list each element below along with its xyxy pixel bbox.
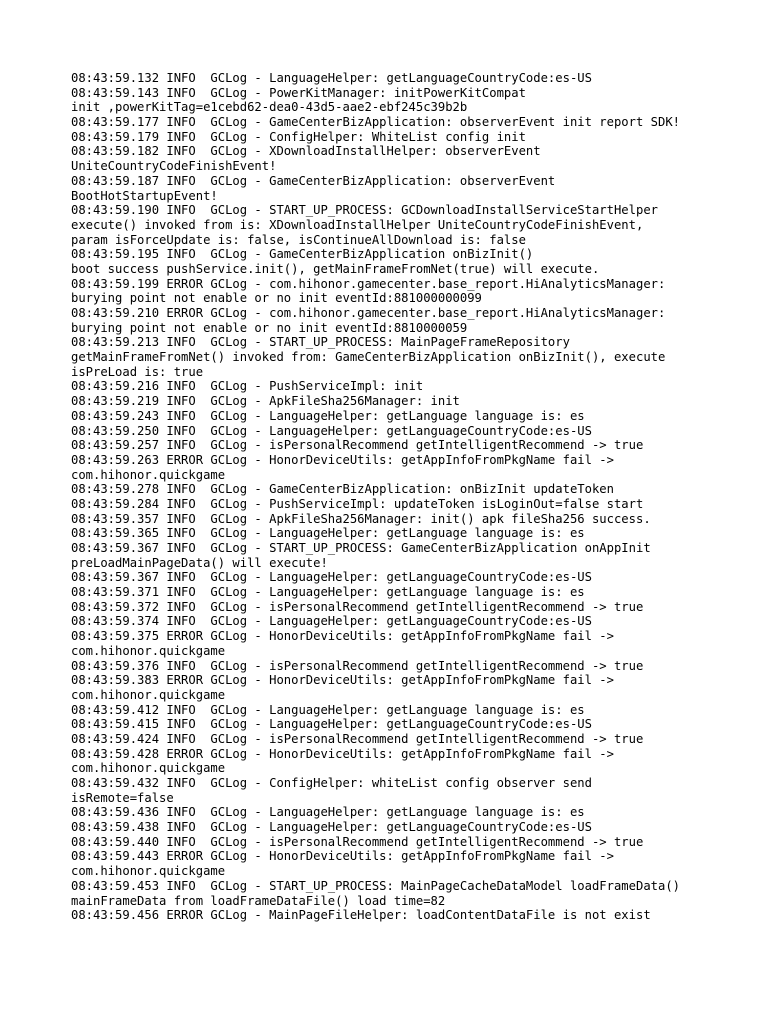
log-line: 08:43:59.432 INFO GCLog - ConfigHelper: whiteList config observer send	[71, 776, 592, 790]
log-line: 08:43:59.428 ERROR GCLog - HonorDeviceUtils: getAppInfoFromPkgName fail ->	[71, 746, 614, 761]
log-line: 08:43:59.436 INFO GCLog - LanguageHelper: getLanguage language is: es	[71, 805, 585, 820]
log-line: 08:43:59.375 ERROR GCLog - HonorDeviceUtils: getAppInfoFromPkgName fail ->	[71, 629, 614, 644]
log-line: 08:43:59.195 INFO GCLog - GameCenterBizApplication onBizInit()	[71, 247, 534, 262]
log-line: 08:43:59.182 INFO GCLog - XDownloadInstallHelper: observerEvent	[71, 144, 541, 159]
log-line: 08:43:59.440 INFO GCLog - isPersonalRecommend getIntelligentRecommend -> true	[71, 834, 644, 849]
log-line: 08:43:59.367 INFO GCLog - LanguageHelper: getLanguageCountryCode:es-US	[71, 570, 592, 585]
log-line: 08:43:59.443 ERROR GCLog - HonorDeviceUtils: getAppInfoFromPkgName fail ->	[71, 849, 614, 864]
log-line: 08:43:59.199 ERROR GCLog - com.hihonor.gamecenter.base_report.HiAnalyticsManager:	[71, 276, 666, 291]
log-line: 08:43:59.371 INFO GCLog - LanguageHelper: getLanguage language is: es	[71, 585, 585, 600]
log-lines	[71, 71, 731, 923]
log-line: 08:43:59.415 INFO GCLog - LanguageHelper: getLanguageCountryCode:es-US	[71, 717, 592, 732]
log-document	[71, 71, 731, 923]
log-line: 08:43:59.143 INFO GCLog - PowerKitManager: initPowerKitCompat	[71, 85, 526, 100]
log-line: isRemote=false	[71, 790, 174, 805]
log-line: isPreLoad is: true	[71, 364, 204, 379]
log-line: 08:43:59.374 INFO GCLog - LanguageHelper: getLanguageCountryCode:es-US	[71, 614, 592, 629]
log-line: 08:43:59.132 INFO GCLog - LanguageHelper: getLanguageCountryCode:es-US	[71, 71, 592, 85]
log-line: 08:43:59.365 INFO GCLog - LanguageHelper: getLanguage language is: es	[71, 526, 585, 541]
log-line: 08:43:59.257 INFO GCLog - isPersonalRecommend getIntelligentRecommend -> true	[71, 438, 644, 453]
log-line: 08:43:59.179 INFO GCLog - ConfigHelper: WhiteList config init	[71, 129, 526, 144]
log-line: com.hihonor.quickgame	[71, 467, 226, 482]
log-line: 08:43:59.177 INFO GCLog - GameCenterBizApplication: observerEvent init report SDK!	[71, 115, 681, 130]
log-line: 08:43:59.284 INFO GCLog - PushServiceImpl: updateToken isLoginOut=false start	[71, 496, 644, 511]
log-line: UniteCountryCodeFinishEvent!	[71, 159, 277, 174]
log-line: param isForceUpdate is: false, isContinueAllDownload is: false	[71, 232, 526, 247]
log-line: 08:43:59.187 INFO GCLog - GameCenterBizApplication: observerEvent	[71, 173, 556, 188]
log-line: burying point not enable or no init eventId:8810000059	[71, 320, 468, 335]
log-line: 08:43:59.278 INFO GCLog - GameCenterBizApplication: onBizInit updateToken	[71, 482, 614, 497]
log-line: init ,powerKitTag=e1cebd62-dea0-43d5-aae2-ebf245c39b2b	[71, 100, 468, 115]
log-line: getMainFrameFromNet() invoked from: GameCenterBizApplication onBizInit(), execute	[71, 350, 666, 365]
log-line: 08:43:59.263 ERROR GCLog - HonorDeviceUtils: getAppInfoFromPkgName fail ->	[71, 452, 614, 467]
log-line: 08:43:59.438 INFO GCLog - LanguageHelper: getLanguageCountryCode:es-US	[71, 820, 592, 835]
log-line: 08:43:59.213 INFO GCLog - START_UP_PROCESS: MainPageFrameRepository	[71, 335, 570, 350]
log-line: 08:43:59.372 INFO GCLog - isPersonalRecommend getIntelligentRecommend -> true	[71, 599, 644, 614]
log-line: 08:43:59.216 INFO GCLog - PushServiceImpl: init	[71, 379, 424, 394]
log-line: 08:43:59.383 ERROR GCLog - HonorDeviceUtils: getAppInfoFromPkgName fail ->	[71, 673, 614, 688]
log-line: 08:43:59.219 INFO GCLog - ApkFileSha256Manager: init	[71, 394, 460, 409]
log-line: 08:43:59.210 ERROR GCLog - com.hihonor.gamecenter.base_report.HiAnalyticsManager:	[71, 306, 666, 320]
log-line: 08:43:59.243 INFO GCLog - LanguageHelper: getLanguage language is: es	[71, 408, 585, 423]
log-line: com.hihonor.quickgame	[71, 761, 226, 776]
log-line: 08:43:59.453 INFO GCLog - START_UP_PROCESS: MainPageCacheDataModel loadFrameData()	[71, 878, 681, 893]
log-line: 08:43:59.376 INFO GCLog - isPersonalRecommend getIntelligentRecommend -> true	[71, 658, 644, 673]
log-line: burying point not enable or no init eventId:881000000099	[71, 291, 482, 306]
log-line: mainFrameData from loadFrameDataFile() load time=82	[71, 893, 446, 908]
log-line: BootHotStartupEvent!	[71, 188, 218, 203]
log-line: 08:43:59.357 INFO GCLog - ApkFileSha256Manager: init() apk fileSha256 success.	[71, 511, 651, 526]
log-line: 08:43:59.367 INFO GCLog - START_UP_PROCESS: GameCenterBizApplication onAppInit	[71, 541, 651, 555]
log-line: execute() invoked from is: XDownloadInstallHelper UniteCountryCodeFinishEvent,	[71, 217, 644, 232]
log-line: com.hihonor.quickgame	[71, 864, 226, 879]
log-line: com.hihonor.quickgame	[71, 643, 226, 658]
log-line: 08:43:59.250 INFO GCLog - LanguageHelper: getLanguageCountryCode:es-US	[71, 423, 592, 438]
log-line: 08:43:59.412 INFO GCLog - LanguageHelper: getLanguage language is: es	[71, 702, 585, 717]
log-line: com.hihonor.quickgame	[71, 687, 226, 702]
log-line: 08:43:59.456 ERROR GCLog - MainPageFileHelper: loadContentDataFile is not exist	[71, 908, 651, 923]
log-line: boot success pushService.init(), getMainFrameFromNet(true) will execute.	[71, 261, 600, 276]
log-line: preLoadMainPageData() will execute!	[71, 555, 328, 570]
log-line: 08:43:59.190 INFO GCLog - START_UP_PROCESS: GCDownloadInstallServiceStartHelper	[71, 203, 658, 218]
log-line: 08:43:59.424 INFO GCLog - isPersonalRecommend getIntelligentRecommend -> true	[71, 731, 644, 746]
